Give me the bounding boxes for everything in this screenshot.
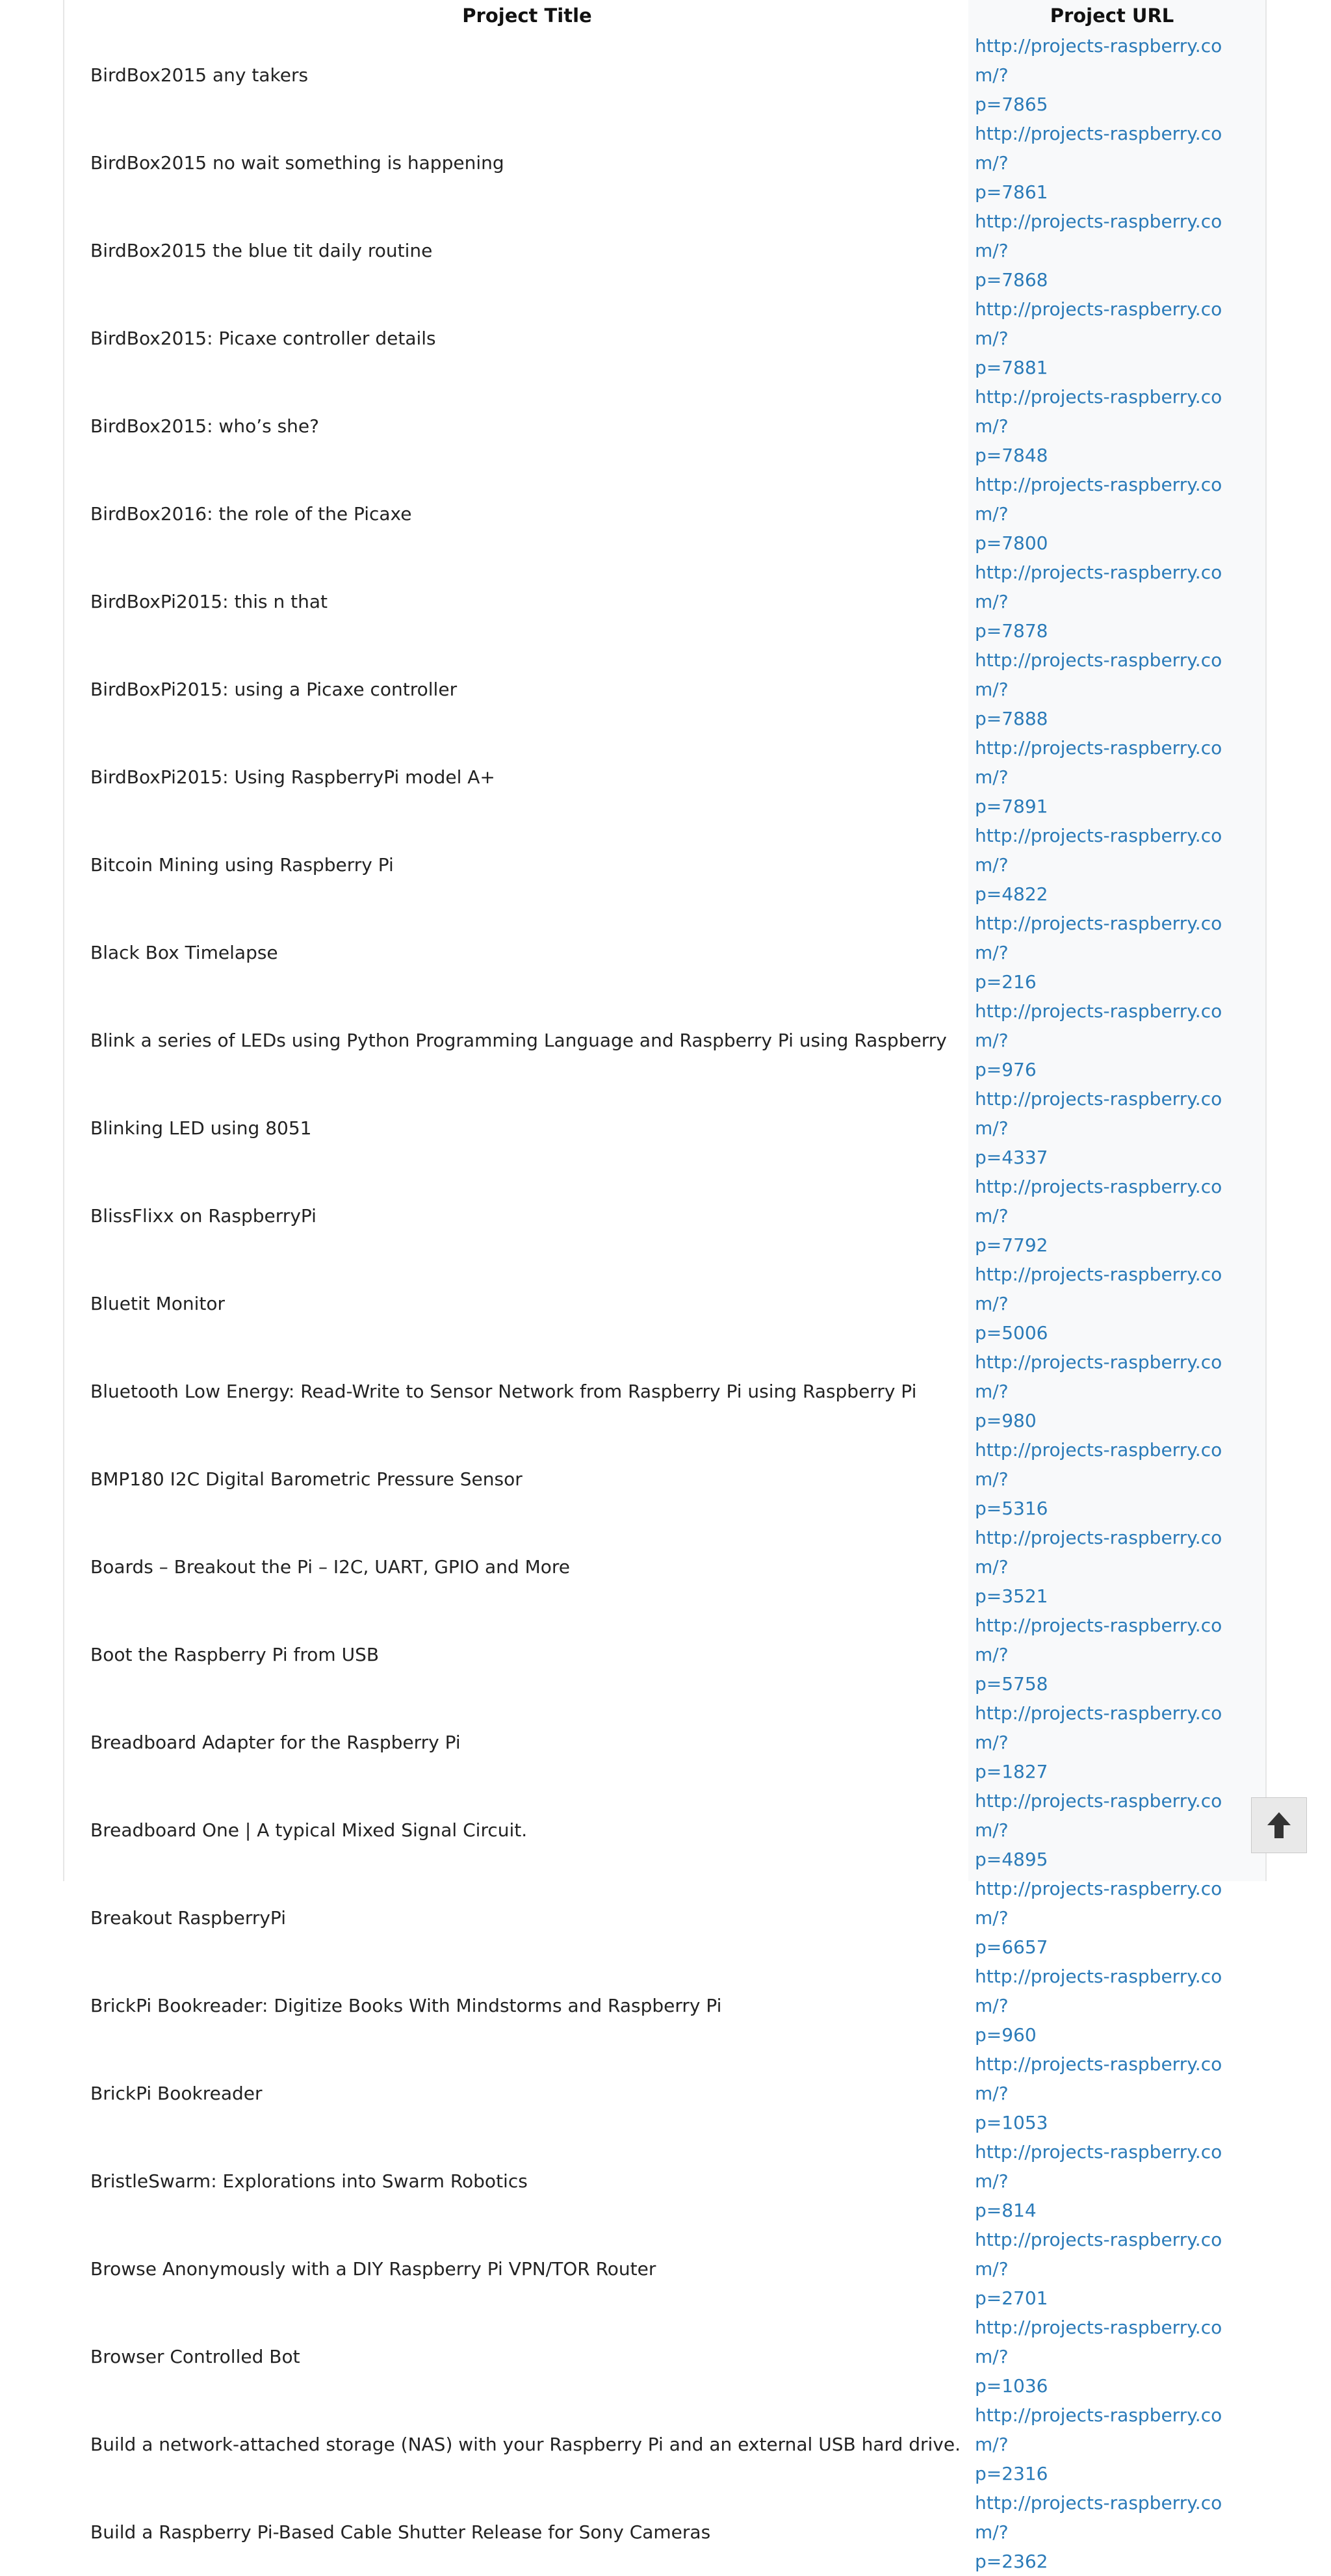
project-url-link[interactable]: http://projects-raspberry.com/? p=980	[975, 1351, 1222, 1431]
table-row	[79, 2225, 1249, 2313]
project-title-cell: BristleSwarm: Explorations into Swarm Robotics	[90, 2170, 528, 2192]
project-url-cell	[975, 1347, 1249, 1435]
project-title-cell: Breakout RaspberryPi	[90, 1907, 286, 1929]
table-row	[79, 470, 1249, 558]
project-url-cell	[975, 1435, 1249, 1523]
project-url-cell	[975, 996, 1249, 1084]
project-url-link[interactable]: http://projects-raspberry.com/? p=7800	[975, 474, 1222, 554]
project-url-cell	[975, 1786, 1249, 1874]
project-url-cell	[975, 733, 1249, 821]
project-url-cell	[975, 2488, 1249, 2576]
table-row	[79, 1260, 1249, 1347]
project-title-cell: Blinking LED using 8051	[90, 1117, 312, 1139]
table-row	[79, 909, 1249, 996]
project-url-cell	[975, 207, 1249, 294]
project-url-link[interactable]: http://projects-raspberry.com/? p=7868	[975, 211, 1222, 291]
project-title-cell: Browse Anonymously with a DIY Raspberry Pi VPN/TOR Router	[90, 2258, 656, 2280]
project-url-cell	[975, 821, 1249, 909]
projects-table	[79, 0, 1249, 2576]
table-row	[79, 996, 1249, 1084]
project-url-cell	[975, 1523, 1249, 1611]
project-url-link[interactable]: http://projects-raspberry.com/? p=7792	[975, 1176, 1222, 1256]
table-header-row	[79, 0, 1249, 31]
project-url-link[interactable]: http://projects-raspberry.com/? p=976	[975, 1000, 1222, 1080]
project-url-cell	[975, 470, 1249, 558]
table-row	[79, 294, 1249, 382]
project-url-cell	[975, 1962, 1249, 2049]
project-url-link[interactable]: http://projects-raspberry.com/? p=4895	[975, 1790, 1222, 1870]
project-title-cell: Blink a series of LEDs using Python Programming Language and Raspberry Pi using Raspberry	[90, 1030, 947, 1051]
table-row	[79, 2313, 1249, 2400]
table-row	[79, 1172, 1249, 1260]
table-row	[79, 1698, 1249, 1786]
project-title-cell: BirdBox2015 the blue tit daily routine	[90, 240, 433, 261]
table-row	[79, 2400, 1249, 2488]
table-row	[79, 1962, 1249, 2049]
project-url-link[interactable]: http://projects-raspberry.com/? p=7891	[975, 737, 1222, 817]
project-url-link[interactable]: http://projects-raspberry.com/? p=2362	[975, 2492, 1222, 2572]
project-url-cell	[975, 1611, 1249, 1698]
project-title-cell: Bluetit Monitor	[90, 1293, 226, 1314]
project-url-cell	[975, 909, 1249, 996]
table-row	[79, 558, 1249, 645]
project-url-link[interactable]: http://projects-raspberry.com/? p=7848	[975, 386, 1222, 466]
project-title-cell: Bluetooth Low Energy: Read-Write to Sensor Network from Raspberry Pi using Raspberry Pi	[90, 1381, 917, 1402]
project-title-cell: BrickPi Bookreader: Digitize Books With Mindstorms and Raspberry Pi	[90, 1995, 722, 2016]
table-row	[79, 31, 1249, 119]
project-url-cell	[975, 2049, 1249, 2137]
table-row	[79, 645, 1249, 733]
project-url-link[interactable]: http://projects-raspberry.com/? p=5316	[975, 1439, 1222, 1519]
table-row	[79, 1874, 1249, 1962]
project-url-link[interactable]: http://projects-raspberry.com/? p=2316	[975, 2404, 1222, 2484]
arrow-up-icon	[1266, 1811, 1292, 1840]
project-title-cell: BMP180 I2C Digital Barometric Pressure Sensor	[90, 1468, 523, 1490]
project-url-cell	[975, 2225, 1249, 2313]
project-title-cell: BirdBox2015 no wait something is happening	[90, 152, 504, 174]
table-row	[79, 207, 1249, 294]
table-row	[79, 821, 1249, 909]
project-url-link[interactable]: http://projects-raspberry.com/? p=216	[975, 913, 1222, 993]
table-body	[79, 31, 1249, 2576]
project-url-cell	[975, 1172, 1249, 1260]
project-url-cell	[975, 31, 1249, 119]
project-url-cell	[975, 2137, 1249, 2225]
project-url-link[interactable]: http://projects-raspberry.com/? p=1053	[975, 2053, 1222, 2133]
table-row	[79, 382, 1249, 470]
project-title-cell: BirdBoxPi2015: Using RaspberryPi model A+	[90, 766, 495, 788]
table-row	[79, 119, 1249, 207]
table-row	[79, 1435, 1249, 1523]
project-url-link[interactable]: http://projects-raspberry.com/? p=7881	[975, 298, 1222, 378]
table-row	[79, 2137, 1249, 2225]
project-url-cell	[975, 1874, 1249, 1962]
project-title-cell: BlissFlixx on RaspberryPi	[90, 1205, 317, 1227]
project-url-cell	[975, 2400, 1249, 2488]
header-project-url: Project URL	[1050, 5, 1174, 27]
project-title-cell: BirdBox2015: Picaxe controller details	[90, 328, 436, 349]
project-url-link[interactable]: http://projects-raspberry.com/? p=6657	[975, 1878, 1222, 1958]
project-title-cell: BirdBoxPi2015: using a Picaxe controller	[90, 679, 458, 700]
project-url-link[interactable]: http://projects-raspberry.com/? p=5006	[975, 1264, 1222, 1344]
project-title-cell: BirdBoxPi2015: this n that	[90, 591, 328, 612]
project-title-cell: Black Box Timelapse	[90, 942, 278, 963]
project-url-link[interactable]: http://projects-raspberry.com/? p=7888	[975, 649, 1222, 729]
project-url-link[interactable]: http://projects-raspberry.com/? p=5758	[975, 1615, 1222, 1695]
project-url-cell	[975, 2313, 1249, 2400]
project-url-cell	[975, 1260, 1249, 1347]
project-title-cell: Breadboard One | A typical Mixed Signal Circuit.	[90, 1819, 528, 1841]
table-row	[79, 1786, 1249, 1874]
project-title-cell: BirdBox2016: the role of the Picaxe	[90, 503, 412, 525]
project-url-link[interactable]: http://projects-raspberry.com/? p=4337	[975, 1088, 1222, 1168]
project-url-link[interactable]: http://projects-raspberry.com/? p=4822	[975, 825, 1222, 905]
table-row	[79, 733, 1249, 821]
project-title-cell: Build a network-attached storage (NAS) with your Raspberry Pi and an external USB hard drive.	[90, 2434, 961, 2455]
table-row	[79, 1523, 1249, 1611]
project-title-cell: Breadboard Adapter for the Raspberry Pi	[90, 1732, 461, 1753]
project-title-cell: BirdBox2015: who’s she?	[90, 415, 320, 437]
project-url-link[interactable]: http://projects-raspberry.com/? p=7865	[975, 35, 1222, 115]
project-url-cell	[975, 294, 1249, 382]
table-row	[79, 1611, 1249, 1698]
project-url-link[interactable]: http://projects-raspberry.com/? p=1036	[975, 2317, 1222, 2397]
project-url-link[interactable]: http://projects-raspberry.com/? p=814	[975, 2141, 1222, 2221]
project-title-cell: Boot the Raspberry Pi from USB	[90, 1644, 380, 1665]
project-title-cell: Bitcoin Mining using Raspberry Pi	[90, 854, 394, 876]
project-url-cell	[975, 1084, 1249, 1172]
project-title-cell: Browser Controlled Bot	[90, 2346, 300, 2367]
project-url-cell	[975, 1698, 1249, 1786]
project-url-link[interactable]: http://projects-raspberry.com/? p=1827	[975, 1702, 1222, 1782]
project-url-link[interactable]: http://projects-raspberry.com/? p=7861	[975, 123, 1222, 203]
table-row	[79, 1347, 1249, 1435]
table-row	[79, 2049, 1249, 2137]
project-url-cell	[975, 558, 1249, 645]
project-url-link[interactable]: http://projects-raspberry.com/? p=7878	[975, 562, 1222, 642]
table-row	[79, 1084, 1249, 1172]
project-url-link[interactable]: http://projects-raspberry.com/? p=960	[975, 1966, 1222, 2046]
project-title-cell: Boards – Breakout the Pi – I2C, UART, GPIO and More	[90, 1556, 571, 1578]
project-title-cell: Build a Raspberry Pi-Based Cable Shutter Release for Sony Cameras	[90, 2521, 711, 2543]
project-url-cell	[975, 119, 1249, 207]
header-project-title: Project Title	[462, 5, 592, 27]
project-title-cell: BirdBox2015 any takers	[90, 64, 309, 86]
project-url-cell	[975, 382, 1249, 470]
project-url-link[interactable]: http://projects-raspberry.com/? p=2701	[975, 2229, 1222, 2309]
scroll-to-top-button[interactable]	[1251, 1797, 1307, 1853]
table-row	[79, 2488, 1249, 2576]
project-url-link[interactable]: http://projects-raspberry.com/? p=3521	[975, 1527, 1222, 1607]
project-title-cell: BrickPi Bookreader	[90, 2083, 263, 2104]
project-url-cell	[975, 645, 1249, 733]
